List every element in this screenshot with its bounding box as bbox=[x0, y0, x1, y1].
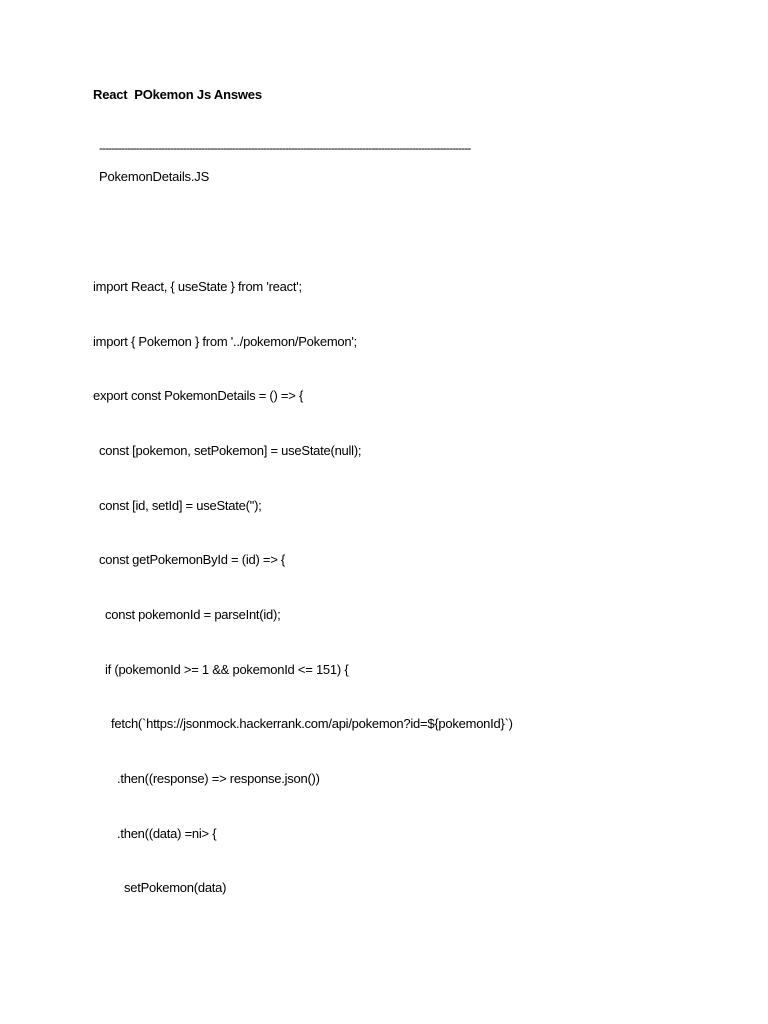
file-name-heading: PokemonDetails.JS bbox=[99, 169, 210, 184]
code-line-then-json: .then((response) => response.json()) bbox=[117, 771, 320, 786]
code-line-get-pokemon-by-id: const getPokemonById = (id) => { bbox=[99, 552, 286, 567]
document-title: React POkemon Js Answes bbox=[93, 87, 262, 102]
code-line-pokemon-state: const [pokemon, setPokemon] = useState(null); bbox=[99, 443, 362, 458]
separator-line: ------------------------------------------------------------------------------------------------------------------------ bbox=[99, 141, 471, 155]
code-line-parse-id: const pokemonId = parseInt(id); bbox=[105, 607, 281, 622]
code-line-if-range: if (pokemonId >= 1 && pokemonId <= 151) { bbox=[105, 662, 349, 677]
code-line-id-state: const [id, setId] = useState(''); bbox=[99, 498, 262, 513]
code-line-fetch: fetch(`https://jsonmock.hackerrank.com/api/pokemon?id=${pokemonId}`) bbox=[111, 716, 513, 731]
code-line-then-data: .then((data) =ni> { bbox=[117, 826, 217, 841]
code-line-set-pokemon: setPokemon(data) bbox=[124, 880, 227, 895]
code-line-import-pokemon: import { Pokemon } from '../pokemon/Pokemon'; bbox=[93, 334, 357, 349]
code-line-export-component: export const PokemonDetails = () => { bbox=[93, 388, 304, 403]
code-line-import-react: import React, { useState } from 'react'; bbox=[93, 279, 302, 294]
